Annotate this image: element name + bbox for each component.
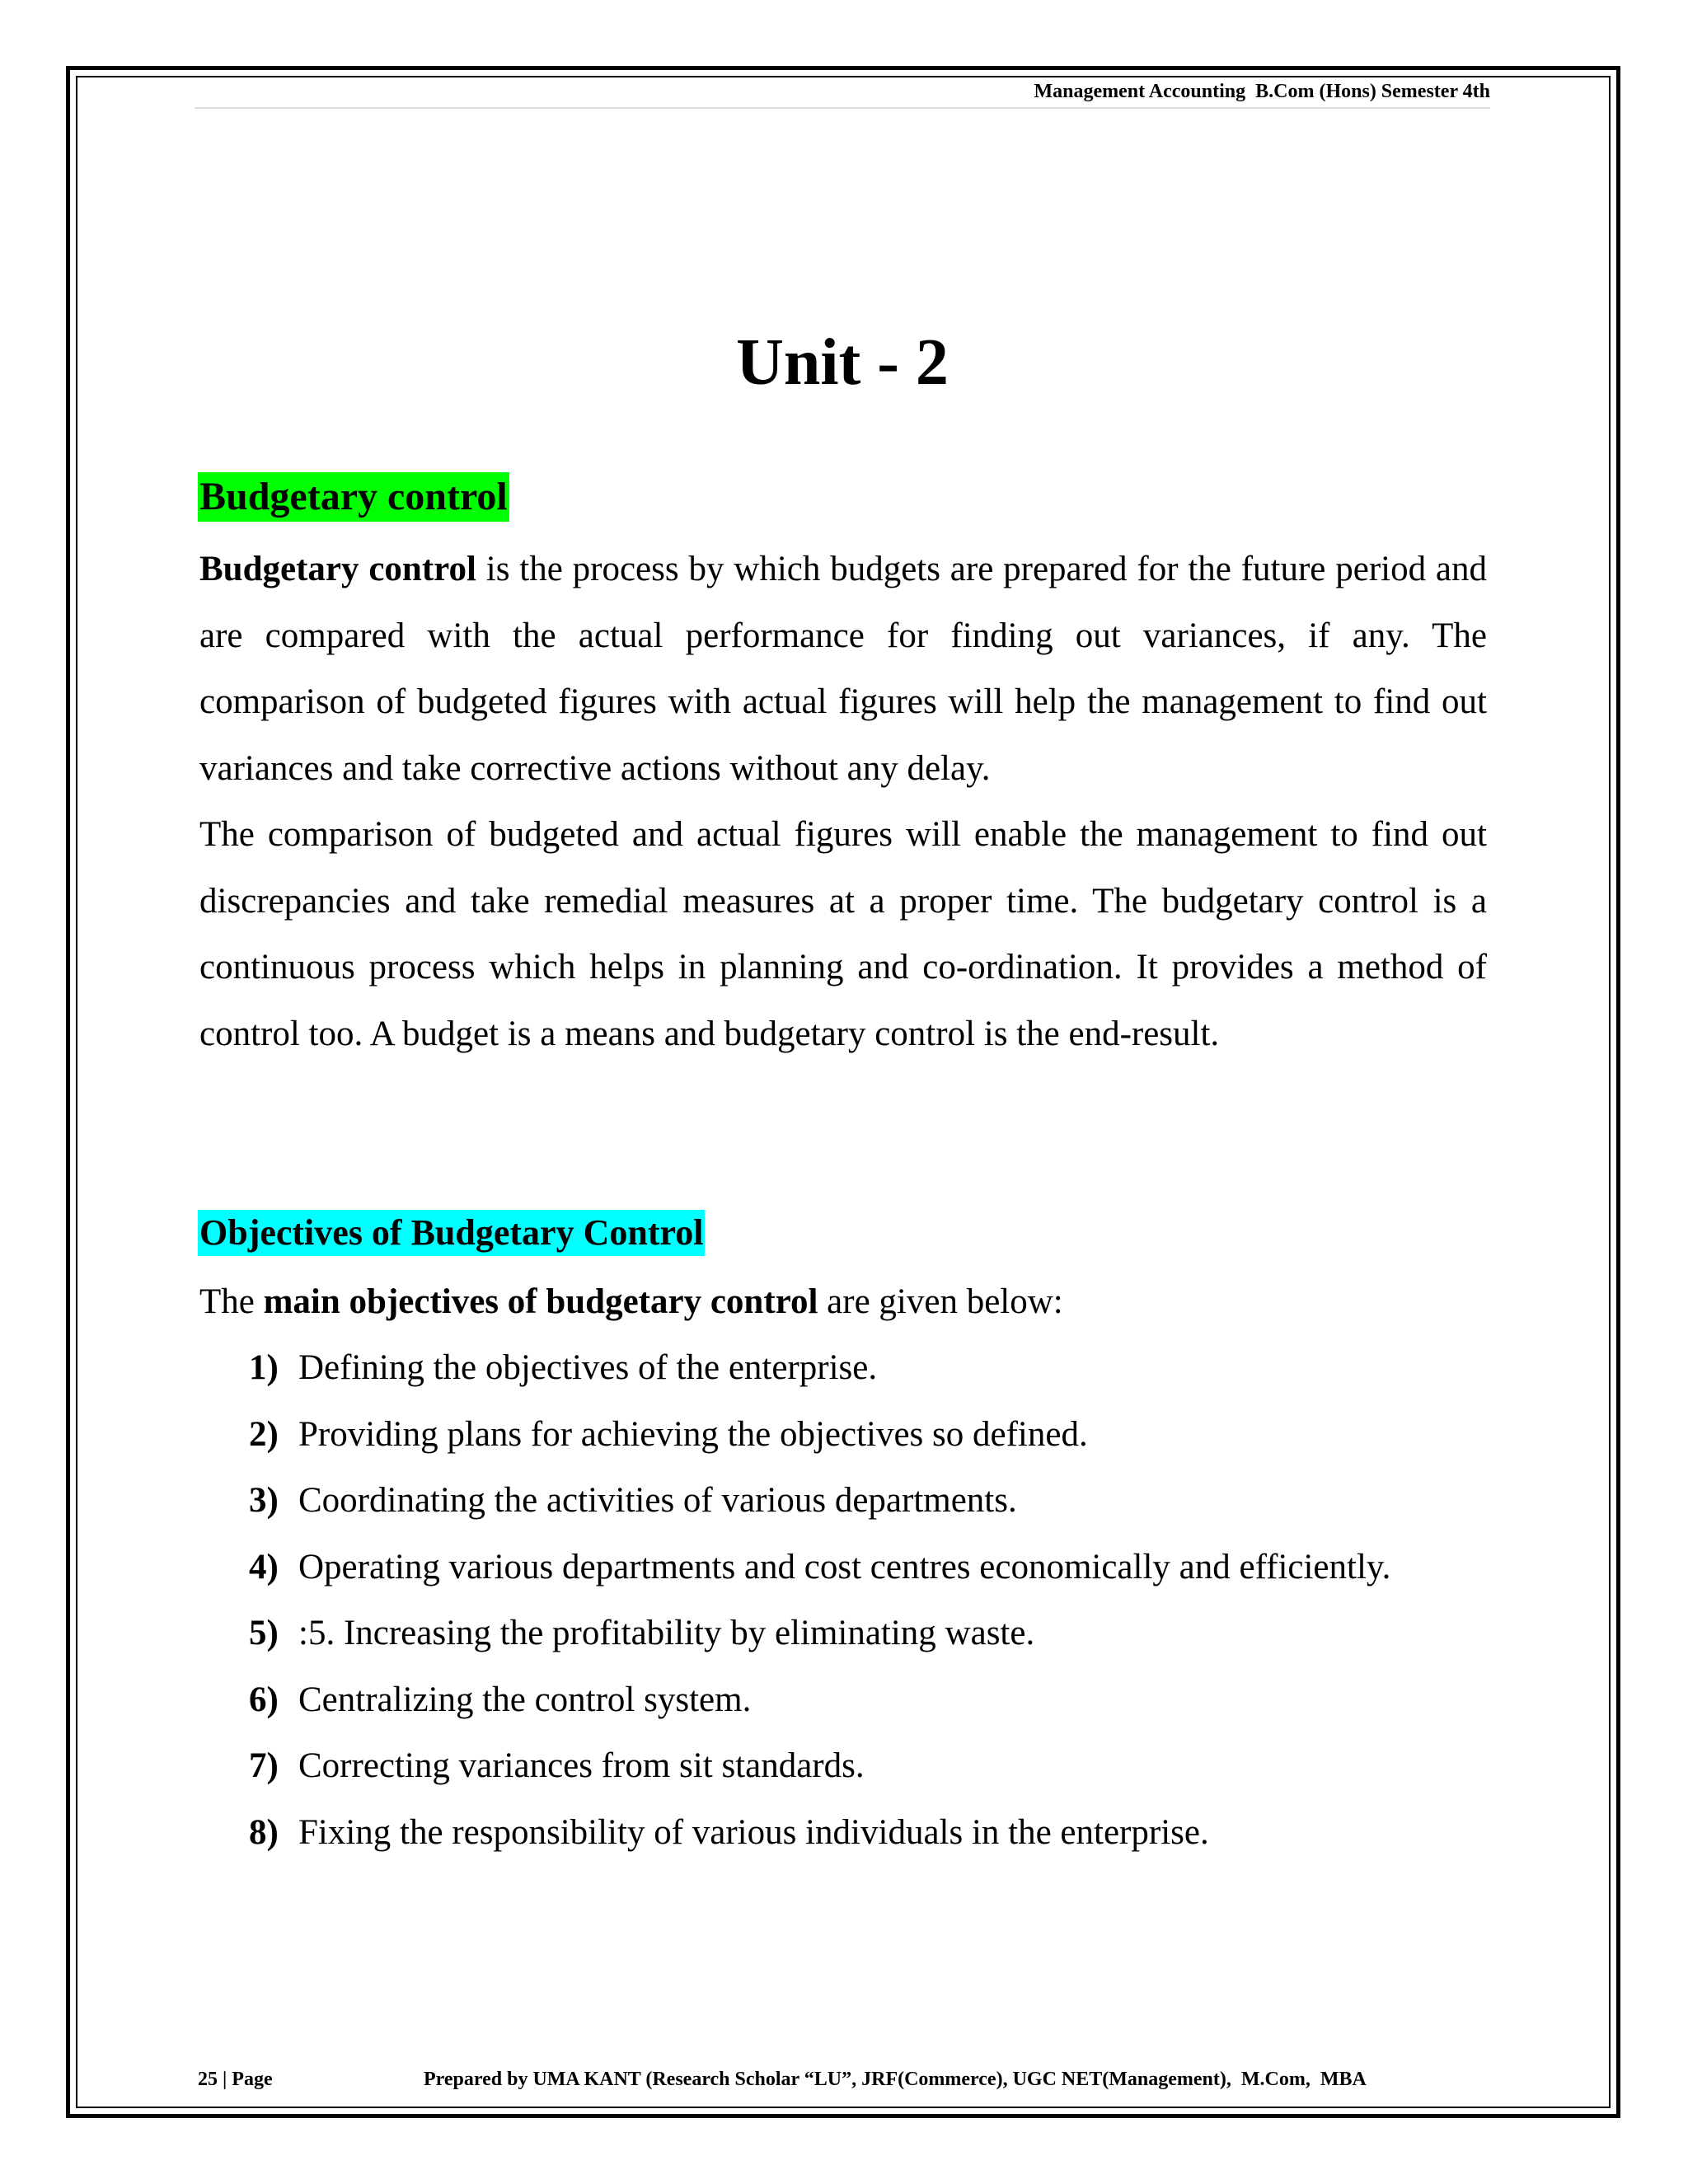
objectives-intro xyxy=(199,1269,1487,1336)
list-item-text: :5. Increasing the profitability by eliminating waste. xyxy=(298,1614,1035,1652)
list-item xyxy=(199,1402,1487,1469)
list-item-text: Operating various departments and cost centres economically and efficiently. xyxy=(298,1547,1391,1586)
list-item xyxy=(199,1468,1487,1535)
unit-title: Unit - 2 xyxy=(736,326,949,399)
list-item-text: Correcting variances from sit standards. xyxy=(298,1746,865,1785)
list-item-number: 6) xyxy=(249,1680,279,1719)
list-item xyxy=(199,1667,1487,1734)
header-rule xyxy=(195,107,1490,109)
section-heading-budgetary-control: Budgetary control xyxy=(198,472,509,522)
intro-pre: The xyxy=(199,1282,264,1321)
list-item xyxy=(199,1733,1487,1800)
list-item-number: 1) xyxy=(249,1348,279,1387)
list-item-number: 8) xyxy=(249,1812,279,1852)
footer-page-number: 25 | Page xyxy=(198,2069,273,2090)
list-item xyxy=(199,1601,1487,1667)
intro-post: are given below: xyxy=(818,1282,1063,1321)
running-header: Management Accounting B.Com (Hons) Semester 4th xyxy=(1034,81,1490,102)
paragraph-1-text: is the process by which budgets are prepared for the future period and are compared with the actual performance for finding out variances, if any. The comparison of budgeted figures with actual figures will help the management to find out variances and take corrective actions without any delay. xyxy=(199,550,1488,788)
list-item-text: Fixing the responsibility of various individuals in the enterprise. xyxy=(298,1812,1209,1852)
section-heading-objectives: Objectives of Budgetary Control xyxy=(198,1210,705,1256)
list-item-text: Defining the objectives of the enterprise. xyxy=(298,1348,878,1387)
list-item xyxy=(199,1335,1487,1402)
budgetary-control-paragraph-2: The comparison of budgeted and actual figures will enable the management to find out discrepancies and take remedial measures at a proper time. The budgetary control is a continuous process which helps in planning and co-ordination. It provides a method of control too. A budget is a means and budgetary control is the end-result. xyxy=(199,815,1487,1053)
list-item-text: Coordinating the activities of various departments. xyxy=(298,1481,1017,1520)
list-item-number: 4) xyxy=(249,1547,279,1586)
list-item xyxy=(199,1535,1487,1601)
footer-credit: Prepared by UMA KANT (Research Scholar “LU”, JRF(Commerce), UGC NET(Management), M.Com, MBA xyxy=(424,2069,1367,2090)
budgetary-control-paragraph-1 xyxy=(199,537,1487,802)
budgetary-control-term: Budgetary control xyxy=(199,550,476,588)
list-item-number: 3) xyxy=(249,1481,279,1520)
list-item-number: 5) xyxy=(249,1614,279,1652)
intro-bold: main objectives of budgetary control xyxy=(263,1282,818,1321)
list-item-number: 7) xyxy=(249,1746,279,1785)
list-item xyxy=(199,1800,1487,1867)
objectives-list xyxy=(199,1335,1487,1866)
list-item-text: Providing plans for achieving the objectives so defined. xyxy=(298,1414,1088,1454)
list-item-number: 2) xyxy=(249,1414,279,1454)
list-item-text: Centralizing the control system. xyxy=(298,1680,752,1719)
